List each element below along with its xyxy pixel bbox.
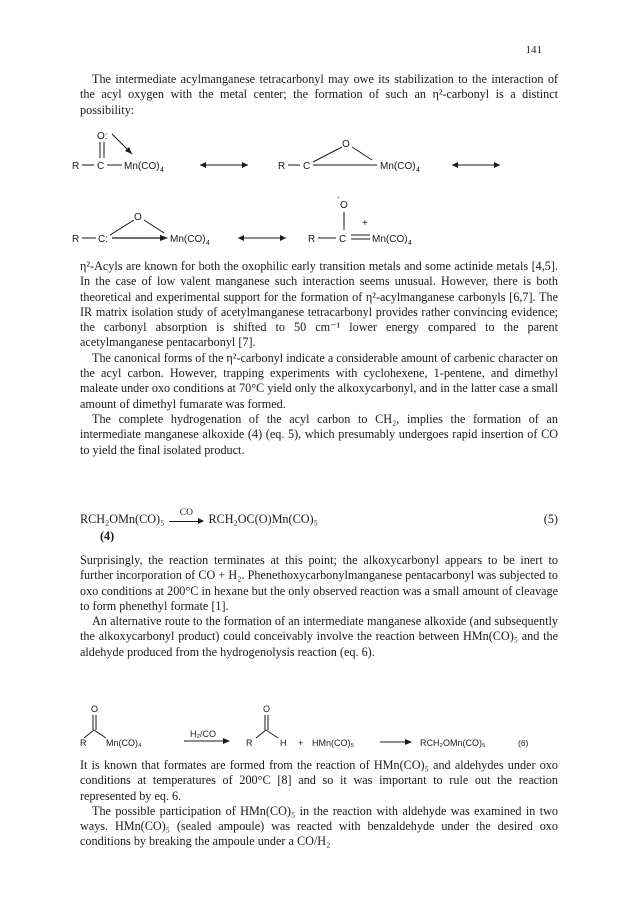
eq6-acyl-r: R <box>80 738 87 748</box>
s3-metal-sub: 4 <box>206 240 210 247</box>
resonance-structures <box>72 120 572 260</box>
eq6-aldehyde-h: H <box>280 738 287 748</box>
paragraph-7: It is known that formates are formed from the reaction of HMn(CO)₅ and aldehydes under oxo conditions at temperatures of 200°C [8] and so it was important to rule out the reaction represented by eq. 6. <box>80 758 558 803</box>
s2-metal: Mn(CO) <box>380 161 416 172</box>
s2-r: R <box>278 161 286 172</box>
s2-carbon: C <box>303 161 311 172</box>
eq6-number: (6) <box>518 738 529 748</box>
paragraph-6: An alternative route to the formation of an intermediate manganese alkoxide (and subsequently the alkoxycarbonyl product) could conceivably involve the reaction between HMn(CO)₅ and the aldehyde produced from the hydrogenolysis reaction (eq. 6). <box>80 614 558 659</box>
eq5-compound-label: (4) <box>100 529 115 543</box>
s1-r: R <box>72 161 80 172</box>
paragraph-4: The complete hydrogenation of the acyl carbon to CH₂, implies the formation of an intermediate manganese alkoxide (4) (eq. 5), which presumably undergoes rapid insertion of CO to yield the final isolated product. <box>80 411 558 457</box>
eq6-product: RCH₂OMn(CO)₅ <box>420 738 486 748</box>
s1-metal: Mn(CO) <box>124 161 160 172</box>
body-text-2 <box>80 553 558 660</box>
equation-6-scheme <box>80 700 580 750</box>
resonance-scheme <box>72 120 572 260</box>
s4-minus: - <box>337 193 340 202</box>
s4-metal: Mn(CO) <box>372 234 408 245</box>
s1-metal-sub: 4 <box>160 167 164 174</box>
paragraph-5: Surprisingly, the reaction terminates at this point; the alkoxycarbonyl appears to be inert to further incorporation of CO + H₂. Phenethoxycarbonylmanganese pentacarbonyl was subjected to oxo conditions at 200°C in hexane but the only observed reaction was a small amount of cleavage to form phenethyl formate [1]. <box>80 553 558 613</box>
eq5-number: (5) <box>543 512 558 526</box>
eq5-arrow <box>169 507 203 521</box>
s3-carbon: C: <box>98 234 108 245</box>
s4-plus: + <box>362 218 368 229</box>
s2-metal-sub: 4 <box>416 167 420 174</box>
paragraph-intro <box>80 72 558 118</box>
eq5-reagent: CO <box>179 507 193 518</box>
eq6-reagent: H₂/CO <box>190 729 216 739</box>
s3-r: R <box>72 234 80 245</box>
body-text-1 <box>80 259 558 458</box>
body-text-3 <box>80 758 558 850</box>
s1-carbon: C <box>97 161 105 172</box>
s1-oxygen: O: <box>97 131 108 142</box>
eq6-aldehyde-oxygen: O <box>263 704 271 714</box>
equation-6 <box>80 700 560 750</box>
eq6-hydride: HMn(CO)₅ <box>312 738 355 748</box>
paragraph-8: The possible participation of HMn(CO)₅ in the reaction with aldehyde was examined in two ways. HMn(CO)₅ (sealed ampoule) was reacted with benzaldehyde under the desired oxo conditions by breaking the ampoule under a CO/H₂ <box>80 803 558 849</box>
paragraph-3: The canonical forms of the η²-carbonyl indicate a considerable amount of carbenic character on the acyl carbon. However, trapping experiments with cyclohexene, 1-pentene, and dimethyl maleate under oxo conditions at 70°C yield only the alkoxycarbonyl, and in the latter case a small amount of dimethyl fumarate was formed. <box>80 350 558 411</box>
s4-metal-sub: 4 <box>408 240 412 247</box>
s4-oxygen: O <box>340 200 348 211</box>
s4-r: R <box>308 234 316 245</box>
paragraph-1: The intermediate acylmanganese tetracarbonyl may owe its stabilization to the interaction of the acyl oxygen with the metal center; the formation of such an η²-carbonyl is a distinct possibility: <box>80 72 558 117</box>
s4-carbon: C <box>339 234 347 245</box>
s3-metal: Mn(CO) <box>170 234 206 245</box>
s2-oxygen: O <box>342 139 350 150</box>
eq6-acyl-oxygen: O <box>91 704 99 714</box>
page-number: 141 <box>525 44 542 56</box>
eq6-plus: + <box>298 738 304 748</box>
s3-oxygen: O <box>134 212 142 223</box>
eq6-aldehyde-r: R <box>246 738 253 748</box>
eq6-acyl-metal: Mn(CO)₄ <box>106 738 142 748</box>
eq5-reactant: RCH₂OMn(CO)₅ <box>80 512 165 526</box>
equation-5 <box>80 507 558 543</box>
paragraph-2: η²-Acyls are known for both the oxophilic early transition metals and some actinide metals [4,5]. In the case of low valent manganese such interaction seems unusual. However, there is both theoretical and experimental support for the formation of η²-acylmanganese carbonyls [6,7]. The IR matrix isolation study of acetylmanganese tetracarbonyl provides rather convincing evidence; the carbonyl absorption is shifted to 50 cm⁻¹ lower energy compared to the parent acetylmanganese pentacarbonyl [7]. <box>80 259 558 350</box>
eq5-product: RCH₂OC(O)Mn(CO)₅ <box>208 512 318 526</box>
